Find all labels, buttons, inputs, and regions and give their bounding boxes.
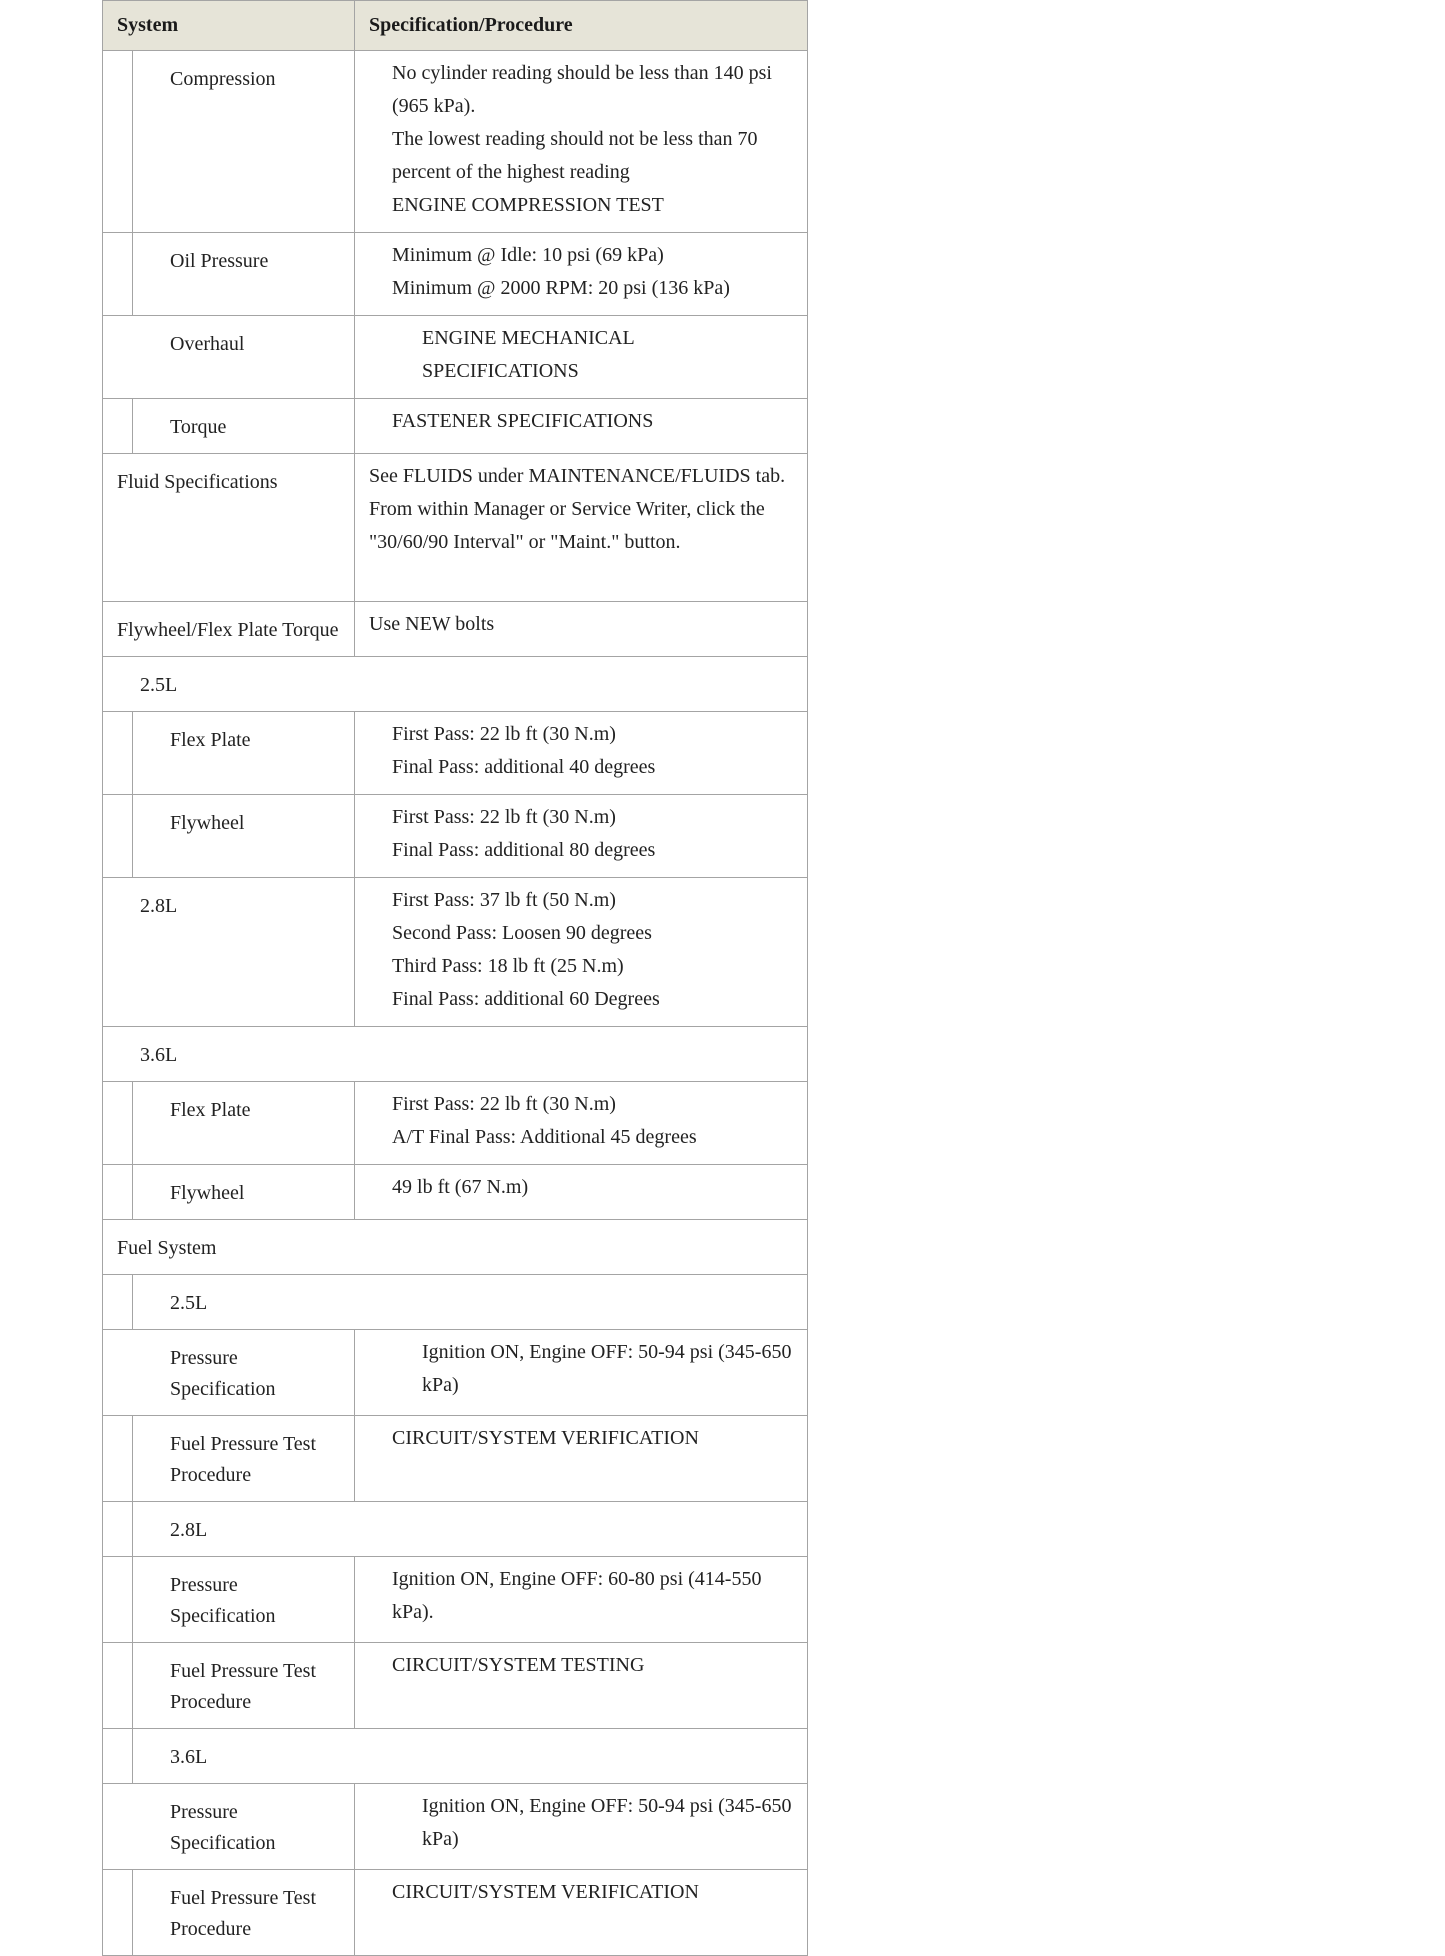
table-row (103, 454, 808, 602)
system-cell (133, 712, 355, 795)
spec-line: Ignition ON, Engine OFF: 50-94 psi (345-650 kPa) (422, 1795, 792, 1850)
group-row (103, 1729, 808, 1784)
table-row (103, 1643, 808, 1729)
table-row (103, 602, 808, 657)
indent-cell (103, 1275, 133, 1330)
table-row (103, 1557, 808, 1643)
spec-line: Second Pass: Loosen 90 degrees (392, 922, 652, 944)
spec-line: Final Pass: additional 60 Degrees (392, 988, 660, 1010)
table-row (103, 1416, 808, 1502)
system-cell (103, 1330, 355, 1416)
table-row (103, 1165, 808, 1220)
spec-cell (355, 878, 808, 1027)
group-row (103, 1502, 808, 1557)
spec-cell (355, 712, 808, 795)
header-row (103, 1, 808, 51)
group-label: 2.5L (140, 674, 178, 696)
indent-cell (103, 233, 133, 316)
spec-line: CIRCUIT/SYSTEM VERIFICATION (392, 1881, 699, 1903)
table-row (103, 51, 808, 233)
system-label: Fuel Pressure Test Procedure (170, 1433, 316, 1486)
indent-cell (103, 1729, 133, 1784)
indent-cell (103, 1502, 133, 1557)
spec-cell (355, 1082, 808, 1165)
system-cell (103, 602, 355, 657)
indent-cell (103, 795, 133, 878)
system-cell (133, 399, 355, 454)
system-cell (133, 51, 355, 233)
system-label: Fuel Pressure Test Procedure (170, 1660, 316, 1713)
spec-cell (355, 454, 808, 602)
system-label: Compression (170, 68, 276, 90)
system-label: 2.8L (140, 895, 178, 917)
system-label: Pressure Specification (170, 1574, 276, 1627)
table-row (103, 1870, 808, 1956)
system-label: Overhaul (170, 333, 245, 355)
table-row (103, 233, 808, 316)
table-row (103, 1784, 808, 1870)
spec-line: Ignition ON, Engine OFF: 50-94 psi (345-650 kPa) (422, 1341, 792, 1396)
spec-line: First Pass: 37 lb ft (50 N.m) (392, 889, 616, 911)
indent-cell (103, 1082, 133, 1165)
system-cell (133, 1082, 355, 1165)
indent-cell (103, 1870, 133, 1956)
spec-cell (355, 795, 808, 878)
spec-line: Ignition ON, Engine OFF: 60-80 psi (414-550 kPa). (392, 1568, 762, 1623)
spec-line: Final Pass: additional 80 degrees (392, 839, 656, 861)
spec-cell (355, 399, 808, 454)
system-cell (103, 878, 355, 1027)
indent-cell (103, 1416, 133, 1502)
group-label: 2.5L (170, 1292, 208, 1314)
table-row (103, 712, 808, 795)
system-cell (133, 1643, 355, 1729)
system-header: System (103, 1, 355, 51)
system-cell (133, 233, 355, 316)
spec-line: CIRCUIT/SYSTEM TESTING (392, 1654, 645, 1676)
table-row (103, 795, 808, 878)
table-row (103, 316, 808, 399)
spec-line: Third Pass: 18 lb ft (25 N.m) (392, 955, 624, 977)
system-cell (133, 1870, 355, 1956)
group-cell (133, 1729, 808, 1784)
spec-cell (355, 1416, 808, 1502)
spec-line: No cylinder reading should be less than 140 psi (965 kPa). (392, 62, 772, 117)
spec-line: Final Pass: additional 40 degrees (392, 756, 656, 778)
spec-line: 49 lb ft (67 N.m) (392, 1176, 529, 1198)
spec-line: The lowest reading should not be less than 70 percent of the highest reading (392, 128, 758, 183)
spec-line: Minimum @ 2000 RPM: 20 psi (136 kPa) (392, 277, 730, 299)
spec-line: ENGINE COMPRESSION TEST (392, 194, 664, 216)
system-cell (133, 1557, 355, 1643)
spec-cell (355, 1165, 808, 1220)
spec-cell (355, 1870, 808, 1956)
spec-line: ENGINE MECHANICAL SPECIFICATIONS (422, 327, 635, 382)
system-label: Flywheel (170, 812, 245, 834)
spec-line: Use NEW bolts (369, 613, 495, 635)
spec-cell (355, 602, 808, 657)
group-cell (133, 1275, 808, 1330)
group-label: 3.6L (140, 1044, 178, 1066)
table-row (103, 1330, 808, 1416)
group-cell (103, 1220, 808, 1275)
spec-line: FASTENER SPECIFICATIONS (392, 410, 654, 432)
indent-cell (103, 712, 133, 795)
indent-cell (103, 1643, 133, 1729)
group-row (103, 1220, 808, 1275)
spec-line: See FLUIDS under MAINTENANCE/FLUIDS tab. From within Manager or Service Writer, click the "30/60/90 Interval" or "Maint." button. (369, 465, 786, 553)
group-cell (103, 657, 808, 712)
system-label: Pressure Specification (170, 1347, 276, 1400)
spec-cell (355, 1330, 808, 1416)
group-cell (103, 1027, 808, 1082)
spec-cell (355, 1557, 808, 1643)
spec-line: Minimum @ Idle: 10 psi (69 kPa) (392, 244, 664, 266)
table-row (103, 878, 808, 1027)
group-row (103, 1027, 808, 1082)
system-label: Pressure Specification (170, 1801, 276, 1854)
system-label: Flywheel (170, 1182, 245, 1204)
system-cell (133, 1416, 355, 1502)
group-label: 3.6L (170, 1746, 208, 1768)
indent-cell (103, 1165, 133, 1220)
indent-cell (103, 399, 133, 454)
system-label: Oil Pressure (170, 250, 269, 272)
system-cell (133, 1165, 355, 1220)
spec-line: First Pass: 22 lb ft (30 N.m) (392, 1093, 616, 1115)
system-cell (103, 1784, 355, 1870)
system-cell (103, 454, 355, 602)
indent-cell (103, 51, 133, 233)
spec-line: A/T Final Pass: Additional 45 degrees (392, 1126, 697, 1148)
group-label: 2.8L (170, 1519, 208, 1541)
spec-header: Specification/Procedure (355, 1, 808, 51)
spec-cell (355, 51, 808, 233)
system-label: Flywheel/Flex Plate Torque (117, 619, 339, 641)
spec-line: First Pass: 22 lb ft (30 N.m) (392, 806, 616, 828)
system-cell (103, 316, 355, 399)
system-label: Fluid Specifications (117, 471, 278, 493)
system-label: Flex Plate (170, 729, 251, 751)
system-label: Fuel Pressure Test Procedure (170, 1887, 316, 1940)
spec-line: CIRCUIT/SYSTEM VERIFICATION (392, 1427, 699, 1449)
system-label: Torque (170, 416, 227, 438)
system-cell (133, 795, 355, 878)
spec-line: First Pass: 22 lb ft (30 N.m) (392, 723, 616, 745)
group-cell (133, 1502, 808, 1557)
group-row (103, 657, 808, 712)
group-row (103, 1275, 808, 1330)
table-row (103, 399, 808, 454)
spec-cell (355, 1643, 808, 1729)
spec-cell (355, 233, 808, 316)
spec-cell (355, 1784, 808, 1870)
group-label: Fuel System (117, 1237, 217, 1259)
spec-table (102, 0, 808, 1956)
table-row (103, 1082, 808, 1165)
system-label: Flex Plate (170, 1099, 251, 1121)
spec-cell (355, 316, 808, 399)
indent-cell (103, 1557, 133, 1643)
